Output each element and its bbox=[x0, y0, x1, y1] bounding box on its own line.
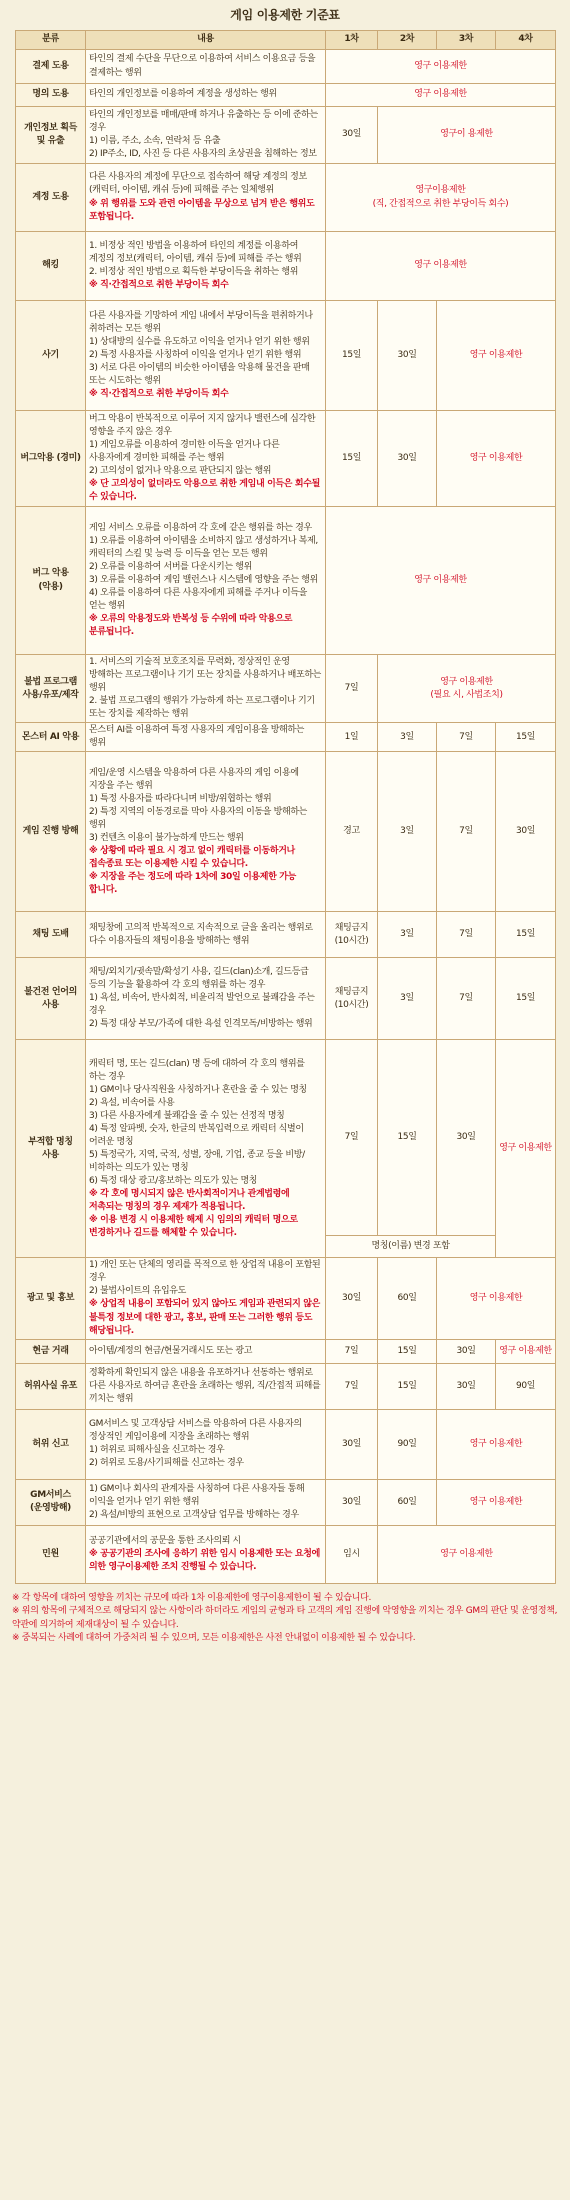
penalty-subtext: (직, 간접적으로 취한 부당이득 회수) bbox=[372, 198, 509, 209]
description-line: 1. 서비스의 기술적 보호조치를 무력화, 정상적인 운영 방해하는 프로그램이나 기기 또는 장치를 사용하거나 배포하는 행위 bbox=[89, 657, 322, 694]
description-line: 2) 욕설, 비속어를 사용 bbox=[89, 1097, 175, 1108]
penalty-text: 15일 bbox=[397, 1380, 417, 1391]
description-line: 3) 컨텐츠 이용이 불가능하게 만드는 행위 bbox=[89, 832, 244, 843]
penalty-p1 bbox=[326, 1363, 378, 1409]
description-line: 2) 특정 사용자를 사칭하여 이익을 얻거나 얻기 위한 행위 bbox=[89, 349, 302, 360]
penalty-p2 bbox=[378, 1040, 437, 1236]
penalty-text: 60일 bbox=[397, 1292, 417, 1303]
table-row bbox=[16, 164, 556, 232]
description-line: 2) IP주소, ID, 사진 등 다른 사용자의 초상권을 침해하는 정보 bbox=[89, 149, 317, 160]
penalty-subtext: (필요 시, 사법조치) bbox=[430, 689, 503, 700]
penalty-p1 bbox=[326, 752, 378, 912]
warning-line: ※ 상업적 내용이 포함되어 있지 않아도 게임과 관련되지 않은 불특정 정보에 대한 광고, 홍보, 판매 또는 그러한 행위 등도 해당됩니다. bbox=[89, 1299, 320, 1336]
table-row bbox=[16, 1363, 556, 1409]
penalty-text: 영구 이용제한 bbox=[469, 349, 523, 360]
penalty-p4 bbox=[496, 723, 556, 752]
penalty-p3 bbox=[437, 1479, 556, 1525]
description-cell bbox=[86, 1040, 326, 1258]
description-cell bbox=[86, 1525, 326, 1583]
description-line: 버그 악용이 반복적으로 이루어 지지 않거나 밸런스에 심각한 영향을 주지 않은 경우 bbox=[89, 413, 316, 437]
penalty-p1 bbox=[326, 1525, 378, 1583]
table-row bbox=[16, 752, 556, 912]
category-cell: 채팅 도배 bbox=[16, 912, 86, 958]
description-line: 2. 비정상 적인 방법으로 획득한 부당이득을 취하는 행위 bbox=[89, 267, 299, 277]
penalty-p4 bbox=[496, 1339, 556, 1363]
category-cell: 사기 bbox=[16, 301, 86, 411]
description-line: 2) 특정 지역의 이동경로를 막아 사용자의 이동을 방해하는 행위 bbox=[89, 806, 308, 830]
header-3rd: 3차 bbox=[437, 31, 496, 50]
description-line: 아이템/계정의 현금/현물거래시도 또는 광고 bbox=[89, 1345, 253, 1356]
description-cell bbox=[86, 507, 326, 655]
description-cell bbox=[86, 1258, 326, 1339]
category-cell: 몬스터 AI 악용 bbox=[16, 723, 86, 752]
category-cell: 명의 도용 bbox=[16, 84, 86, 107]
penalty-text: 30일 bbox=[341, 1438, 362, 1449]
penalty-text: 3일 bbox=[400, 826, 414, 837]
penalty-p3 bbox=[437, 723, 496, 752]
description-line: 타인의 개인정보를 매매/판매 하거나 유출하는 등 이에 준하는 경우 bbox=[89, 109, 318, 133]
penalty-p2 bbox=[378, 301, 437, 411]
penalty-p1 bbox=[326, 655, 378, 723]
penalty-text: 영구이용제한 bbox=[415, 185, 466, 196]
penalty-text: 7일 bbox=[459, 993, 473, 1004]
description-cell bbox=[86, 1339, 326, 1363]
penalty-text: 7일 bbox=[344, 683, 359, 694]
penalty-text: 3일 bbox=[400, 993, 414, 1004]
penalty-text: 30일 bbox=[456, 1380, 476, 1391]
description-line: 타인의 개인정보를 이용하여 계정을 생성하는 행위 bbox=[89, 89, 277, 100]
penalty-p2 bbox=[378, 655, 556, 723]
description-line: 5) 특정국가, 지역, 국적, 성별, 장애, 기업, 종교 등을 비방/비하하는 의도가 있는 명칭 bbox=[89, 1149, 305, 1173]
penalty-subtext: (10시간) bbox=[334, 999, 369, 1010]
warning-line: ※ 이용 변경 시 이용제한 해제 시 임의의 캐릭터 명으로 변경하거나 길드를 해체할 수 있습니다. bbox=[89, 1215, 298, 1239]
description-line: 채팅창에 고의적 반복적으로 지속적으로 글을 올리는 행위로 다수 이용자들의 채팅이용을 방해하는 행위 bbox=[89, 922, 313, 946]
penalty-p1 bbox=[326, 164, 556, 232]
table-row bbox=[16, 1479, 556, 1525]
restriction-table bbox=[15, 30, 556, 1584]
penalty-p2 bbox=[378, 752, 437, 912]
penalty-text: 15일 bbox=[515, 731, 536, 742]
description-line: 다른 사용자를 기망하여 게임 내에서 부당이득을 편취하거나 취하려는 모든 행위 bbox=[89, 310, 313, 334]
penalty-p3 bbox=[437, 752, 496, 912]
table-row bbox=[16, 1258, 556, 1339]
footnote-line: ※ 중복되는 사례에 대하여 가중처리 될 수 있으며, 모든 이용제한은 사전 안내없이 이용제한 될 수 있습니다. bbox=[12, 1633, 416, 1644]
description-line: 2) 불법사이트의 유입유도 bbox=[89, 1286, 186, 1297]
description-cell bbox=[86, 1409, 326, 1479]
table-row bbox=[16, 958, 556, 1040]
description-line: 2) 고의성이 없거나 악용으로 판단되지 않는 행위 bbox=[89, 466, 272, 477]
penalty-p1 bbox=[326, 723, 378, 752]
description-line: 1) 허위로 피해사실을 신고하는 경우 bbox=[89, 1445, 225, 1456]
description-line: 1. 비정상 적인 방법을 이용하여 타인의 계정를 이용하여 계정의 정보(캐릭터, 아이템, 캐쉬 등)에 피해를 주는 행위 bbox=[89, 240, 302, 264]
penalty-p3 bbox=[437, 411, 556, 507]
description-line: 1) 특정 사용자를 따라다니며 비방/위협하는 행위 bbox=[89, 793, 272, 804]
footnotes bbox=[12, 1592, 558, 1646]
description-cell bbox=[86, 107, 326, 164]
penalty-text: 30일 bbox=[456, 1345, 476, 1356]
warning-line: ※ 오류의 악용정도와 반복성 등 수위에 따라 악용으로 분류됩니다. bbox=[89, 614, 293, 638]
penalty-p3 bbox=[437, 1363, 496, 1409]
category-cell: 불건전 언어의 사용 bbox=[16, 958, 86, 1040]
penalty-p2 bbox=[378, 1363, 437, 1409]
category-cell: 현금 거래 bbox=[16, 1339, 86, 1363]
penalty-text: 영구 이용제한 bbox=[440, 676, 493, 687]
penalty-p3 bbox=[437, 958, 496, 1040]
category-cell: 버그 악용 (악용) bbox=[16, 507, 86, 655]
category-cell: 계정 도용 bbox=[16, 164, 86, 232]
penalty-p2 bbox=[378, 1525, 556, 1583]
description-line: 6) 특정 대상 광고/홍보하는 의도가 있는 명칭 bbox=[89, 1175, 258, 1186]
penalty-p1 bbox=[326, 50, 556, 84]
penalty-p3 bbox=[437, 1040, 496, 1236]
header-2nd: 2차 bbox=[378, 31, 437, 50]
penalty-text: 영구 이용제한 bbox=[440, 1548, 493, 1559]
penalty-text: 1일 bbox=[344, 731, 359, 742]
penalty-p1 bbox=[326, 84, 556, 107]
penalty-p4 bbox=[496, 912, 556, 958]
description-line: 게임 서비스 오류를 이용하여 각 호에 같은 행위를 하는 경우 bbox=[89, 522, 312, 533]
description-cell bbox=[86, 752, 326, 912]
penalty-text: 30일 bbox=[456, 1132, 476, 1143]
penalty-text: 영구 이용제한 bbox=[414, 60, 467, 71]
category-cell: 게임 진행 방해 bbox=[16, 752, 86, 912]
warning-line: ※ 각 호에 명시되지 않은 반사회적이거나 관계법령에 저촉되는 명칭의 경우 제재가 적용됩니다. bbox=[89, 1188, 290, 1213]
warning-line: ※ 지장을 주는 정도에 따라 1차에 30일 이용제한 가능 합니다. bbox=[89, 871, 296, 896]
description-cell bbox=[86, 232, 326, 301]
penalty-text: 영구 이용제한 bbox=[469, 1438, 523, 1449]
description-cell bbox=[86, 723, 326, 752]
penalty-p1 bbox=[326, 411, 378, 507]
header-category: 분류 bbox=[16, 31, 86, 50]
penalty-p4 bbox=[496, 958, 556, 1040]
penalty-p2 bbox=[378, 958, 437, 1040]
penalty-text: 90일 bbox=[515, 1380, 536, 1391]
penalty-p2 bbox=[378, 723, 437, 752]
description-line: 1) GM이나 회사의 관계자를 사칭하여 다른 사용자들 통해 이익을 얻거나 얻기 위한 행위 bbox=[89, 1483, 305, 1507]
penalty-text: 임시 bbox=[343, 1548, 360, 1559]
description-line: 공공기관에서의 공문을 통한 조사의뢰 시 bbox=[89, 1535, 241, 1546]
penalty-text: 15일 bbox=[397, 1132, 417, 1143]
category-cell: 결제 도용 bbox=[16, 50, 86, 84]
penalty-text: 15일 bbox=[341, 452, 362, 463]
penalty-text: 3일 bbox=[400, 731, 414, 742]
table-row bbox=[16, 912, 556, 958]
footnote-line: ※ 각 항목에 대하여 영향을 끼치는 규모에 따라 1차 이용제한에 영구이용제한이 될 수 있습니다. bbox=[12, 1592, 372, 1603]
warning-line: ※ 위 행위를 도와 관련 아이템을 무상으로 넘겨 받은 행위도 포함됩니다. bbox=[89, 198, 315, 222]
penalty-p4 bbox=[496, 1363, 556, 1409]
description-line: 몬스터 AI를 이용하여 특정 사용자의 게임이용을 방해하는 행위 bbox=[89, 725, 305, 749]
table-header-row bbox=[16, 31, 556, 50]
penalty-text: 채팅금지 bbox=[334, 922, 369, 933]
category-cell: 개인정보 획득 및 유출 bbox=[16, 107, 86, 164]
description-line: GM서비스 및 고객상담 서비스를 악용하여 다른 사용자의 정상적인 게임이용에 지장을 초래하는 행위 bbox=[89, 1419, 302, 1443]
penalty-p2 bbox=[378, 912, 437, 958]
penalty-p3 bbox=[437, 1409, 556, 1479]
description-line: 1) 욕설, 비속어, 반사회적, 비윤리적 발언으로 불쾌감을 주는 경우 bbox=[89, 993, 315, 1017]
description-line: 게임/운영 시스템을 악용하여 다른 사용자의 게임 이용에 지장을 주는 행위 bbox=[89, 767, 299, 791]
penalty-p4 bbox=[496, 752, 556, 912]
warning-line: ※ 직·간접적으로 취한 부당이득 회수 bbox=[89, 389, 229, 400]
penalty-text: 15일 bbox=[397, 1345, 417, 1356]
description-cell bbox=[86, 164, 326, 232]
penalty-p2 bbox=[378, 1339, 437, 1363]
penalty-p2 bbox=[378, 1258, 437, 1339]
table-row bbox=[16, 723, 556, 752]
penalty-p1 bbox=[326, 1409, 378, 1479]
description-line: 다른 사용자의 계정에 무단으로 접속하여 해당 계정의 정보(캐릭터, 아이템, 캐쉬 등)에 피해를 주는 일체행위 bbox=[89, 172, 307, 196]
description-line: 3) 다른 사용자에게 불쾌감을 줄 수 있는 선정적 명칭 bbox=[89, 1110, 285, 1121]
penalty-p4 bbox=[496, 1040, 556, 1258]
table-row bbox=[16, 1040, 556, 1236]
description-line: 2) 욕설/비방의 표현으로 고객상담 업무를 방해하는 경우 bbox=[89, 1509, 299, 1520]
penalty-text: 7일 bbox=[459, 731, 473, 742]
penalty-text: 3일 bbox=[400, 929, 414, 940]
penalty-p3 bbox=[437, 912, 496, 958]
penalty-p1 bbox=[326, 232, 556, 301]
description-cell bbox=[86, 1363, 326, 1409]
penalty-p3 bbox=[437, 301, 556, 411]
penalty-subtext: (10시간) bbox=[334, 935, 369, 946]
table-row bbox=[16, 84, 556, 107]
penalty-text: 영구 이용제한 bbox=[499, 1143, 552, 1154]
warning-line: ※ 직·간접적으로 취한 부당이득 회수 bbox=[89, 280, 229, 291]
table-row bbox=[16, 301, 556, 411]
description-line: 1) GM이나 당사직원을 사칭하거나 혼란을 줄 수 있는 명칭 bbox=[89, 1084, 307, 1095]
penalty-p2 bbox=[378, 1479, 437, 1525]
description-cell bbox=[86, 84, 326, 107]
description-line: 1) 상대방의 실수를 유도하고 이익을 얻거나 얻기 위한 행위 bbox=[89, 336, 310, 347]
table-row bbox=[16, 1525, 556, 1583]
penalty-p1 bbox=[326, 1339, 378, 1363]
description-cell bbox=[86, 301, 326, 411]
penalty-text: 영구 이용제한 bbox=[414, 574, 467, 585]
penalty-p2 bbox=[378, 107, 556, 164]
penalty-text: 7일 bbox=[459, 826, 473, 837]
penalty-text: 영구 이용제한 bbox=[469, 1292, 523, 1303]
penalty-text: 30일 bbox=[341, 1292, 362, 1303]
penalty-text: 영구 이용제한 bbox=[414, 89, 467, 100]
penalty-p1 bbox=[326, 912, 378, 958]
category-cell: 광고 및 홍보 bbox=[16, 1258, 86, 1339]
penalty-text: 채팅금지 bbox=[334, 986, 369, 997]
description-line: 1) 개인 또는 단체의 영리를 목적으로 한 상업적 내용이 포함된 경우 bbox=[89, 1260, 321, 1284]
description-line: 4) 특정 알파벳, 숫자, 한글의 반복입력으로 캐릭터 식별이 어려운 명칭 bbox=[89, 1123, 304, 1147]
table-row bbox=[16, 1339, 556, 1363]
category-cell: 허위사실 유포 bbox=[16, 1363, 86, 1409]
penalty-p1 bbox=[326, 1479, 378, 1525]
description-line: 1) 오류를 이용하여 아이템을 소비하지 않고 생성하거나 복제, 캐릭터의 스킬 및 능력 등 이득을 얻는 모든 행위 bbox=[89, 535, 318, 559]
penalty-text: 7일 bbox=[344, 1132, 359, 1143]
description-line: 1) 이름, 주소, 소속, 연락처 등 유출 bbox=[89, 136, 221, 146]
warning-line: ※ 단 고의성이 없더라도 악용으로 취한 게임내 이득은 회수될 수 있습니다. bbox=[89, 479, 320, 503]
penalty-p3 bbox=[437, 1258, 556, 1339]
category-cell: 부적합 명칭 사용 bbox=[16, 1040, 86, 1258]
description-cell bbox=[86, 1479, 326, 1525]
penalty-p1 bbox=[326, 1258, 378, 1339]
description-cell bbox=[86, 958, 326, 1040]
description-line: 타인의 결제 수단을 무단으로 이용하여 서비스 이용요금 등을 결제하는 행위 bbox=[89, 54, 316, 78]
description-line: 3) 서로 다른 아이템의 비슷한 아이템을 악용해 물건을 판매 또는 시도하는 행위 bbox=[89, 363, 310, 387]
penalty-text: 30일 bbox=[341, 1496, 362, 1507]
table-row bbox=[16, 1409, 556, 1479]
description-line: 1) 게임오류를 이용하여 경미한 이득을 얻거나 다른 사용자에게 경미한 피해를 주는 행위 bbox=[89, 439, 280, 463]
penalty-text: 30일 bbox=[341, 129, 362, 140]
category-cell: GM서비스 (운영방해) bbox=[16, 1479, 86, 1525]
description-line: 캐릭터 명, 또는 길드(clan) 명 등에 대하여 각 호의 행위를 하는 경우 bbox=[89, 1058, 305, 1082]
penalty-text: 영구이 용제한 bbox=[440, 129, 493, 140]
name-change-note: 명칭(이름) 변경 포함 bbox=[326, 1236, 496, 1258]
penalty-p3 bbox=[437, 1339, 496, 1363]
category-cell: 불법 프로그램 사용/유포/제작 bbox=[16, 655, 86, 723]
penalty-text: 30일 bbox=[515, 826, 536, 837]
table-row bbox=[16, 507, 556, 655]
penalty-p2 bbox=[378, 1409, 437, 1479]
penalty-text: 영구 이용제한 bbox=[469, 452, 523, 463]
penalty-p1 bbox=[326, 107, 378, 164]
penalty-text: 90일 bbox=[397, 1438, 417, 1449]
table-row bbox=[16, 232, 556, 301]
description-line: 3) 오류를 이용하여 게임 밸런스나 시스템에 영향을 주는 행위 bbox=[89, 574, 318, 585]
description-line: 2) 오류를 이용하여 서버를 다운시키는 행위 bbox=[89, 561, 252, 572]
description-cell bbox=[86, 50, 326, 84]
table-row bbox=[16, 107, 556, 164]
warning-line: ※ 상황에 따라 필요 시 경고 없이 캐릭터를 이동하거나 접속종료 또는 이용제한 시킬 수 있습니다. bbox=[89, 845, 295, 869]
penalty-text: 15일 bbox=[515, 929, 536, 940]
penalty-text: 경고 bbox=[343, 826, 360, 837]
description-cell bbox=[86, 912, 326, 958]
header-content: 내용 bbox=[86, 31, 326, 50]
penalty-text: 15일 bbox=[341, 349, 362, 360]
penalty-text: 7일 bbox=[344, 1380, 359, 1391]
footnote-line: ※ 위의 항목에 구체적으로 해당되지 않는 사항이라 하더라도 게임의 균형과 타 고객의 게임 진행에 악영향을 끼치는 경우 GM의 판단 및 운영정책, 약관에 의거하여 제재대상이 될 수 있습니다. bbox=[12, 1606, 558, 1630]
warning-line: ※ 공공기관의 조사에 응하기 위한 임시 이용제한 또는 요청에 의한 영구이용제한 조치 진행될 수 있습니다. bbox=[89, 1548, 320, 1572]
description-line: 2) 특정 대상 부모/가족에 대한 욕설 인격모독/비방하는 행위 bbox=[89, 1019, 313, 1030]
table-row bbox=[16, 411, 556, 507]
description-cell bbox=[86, 655, 326, 723]
penalty-p2 bbox=[378, 411, 437, 507]
penalty-text: 7일 bbox=[459, 929, 473, 940]
category-cell: 버그악용 (경미) bbox=[16, 411, 86, 507]
category-cell: 허위 신고 bbox=[16, 1409, 86, 1479]
page-title: 게임 이용제한 기준표 bbox=[230, 8, 340, 22]
penalty-text: 영구 이용제한 bbox=[414, 260, 467, 271]
category-cell: 해킹 bbox=[16, 232, 86, 301]
description-line: 정확하게 확인되지 않은 내용을 유포하거나 선동하는 행위로 다른 사용자로 하여금 혼란을 초래하는 행위, 직/간접적 피해를 끼치는 행위 bbox=[89, 1367, 321, 1404]
penalty-p1 bbox=[326, 301, 378, 411]
description-line: 2) 허위로 도용/사기피해를 신고하는 경우 bbox=[89, 1458, 244, 1469]
penalty-text: 15일 bbox=[515, 993, 536, 1004]
category-cell: 민원 bbox=[16, 1525, 86, 1583]
description-line: 2. 불법 프로그램의 행위가 가능하게 하는 프로그램이나 기기 또는 장치를 제작하는 행위 bbox=[89, 696, 315, 720]
penalty-p1 bbox=[326, 958, 378, 1040]
penalty-text: 영구 이용제한 bbox=[469, 1496, 523, 1507]
description-line: 4) 오류를 이용하여 다른 사용자에게 피해를 주거나 이득을 얻는 행위 bbox=[89, 588, 308, 612]
penalty-text: 60일 bbox=[397, 1496, 417, 1507]
penalty-text: 7일 bbox=[344, 1345, 359, 1356]
penalty-text: 30일 bbox=[397, 452, 417, 463]
penalty-text: 영구 이용제한 bbox=[499, 1345, 552, 1356]
description-line: 채팅/외치기/귓속말/확성기 사용, 길드(clan)소개, 길드등급 등의 기능을 활용하여 각 호의 행위를 하는 경우 bbox=[89, 967, 309, 991]
penalty-text: 30일 bbox=[397, 349, 417, 360]
penalty-p1 bbox=[326, 507, 556, 655]
table-row bbox=[16, 50, 556, 84]
penalty-p1 bbox=[326, 1040, 378, 1236]
header-1st: 1차 bbox=[326, 31, 378, 50]
description-cell bbox=[86, 411, 326, 507]
header-4th: 4차 bbox=[496, 31, 556, 50]
table-row bbox=[16, 655, 556, 723]
